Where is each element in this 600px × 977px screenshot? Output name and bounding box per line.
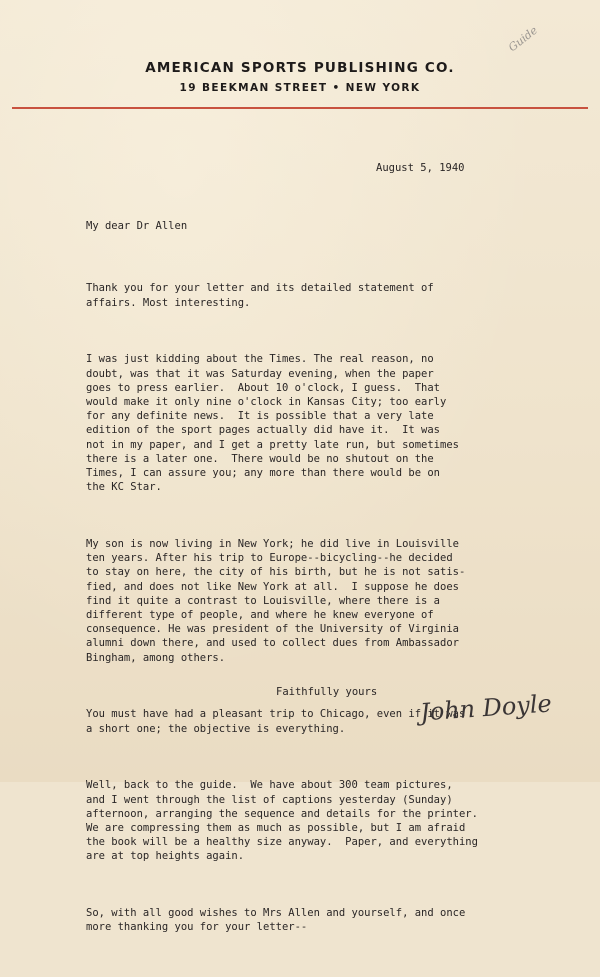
letterhead-company-name: AMERICAN SPORTS PUBLISHING CO. xyxy=(145,60,455,76)
body-paragraph-5: Well, back to the guide. We have about 300 team pictures, and I went through the list of captions yesterday (Sunday) afternoon, arranging the sequence and details for the printer. We are compressing them as much as possible, but I am afraid the book will be a healthy size anyway. Paper, and everything are at top heights again. xyxy=(86,779,478,863)
letter-body xyxy=(86,253,478,977)
body-paragraph-6: So, with all good wishes to Mrs Allen and yourself, and once more thanking you for your letter-- xyxy=(86,907,466,934)
handwritten-margin-note: Guide xyxy=(506,23,540,55)
letter-date: August 5, 1940 xyxy=(376,162,465,174)
closing: Faithfully yours xyxy=(276,686,378,698)
body-paragraph-4: You must have had a pleasant trip to Chicago, even if it was a short one; the objective is everything. xyxy=(86,708,466,735)
handwritten-signature: John Doyle xyxy=(419,689,553,727)
body-paragraph-3: My son is now living in New York; he did live in Louisville ten years. After his trip to Europe--bicycling--he decided to stay on here, the city of his birth, but he is not satis- fied, and does not like New York at all. I suppose he does find it quite a contrast to Louisville, where there is a different type of people, and where he knew everyone of consequence. He was president of the University of Virginia alumni down there, and used to collect dues from Ambassador Bingham, among others. xyxy=(86,538,466,664)
letterhead-address: 19 BEEKMAN STREET • NEW YORK xyxy=(179,82,421,94)
body-paragraph-1: Thank you for your letter and its detailed statement of affairs. Most interesting. xyxy=(86,282,434,309)
salutation: My dear Dr Allen xyxy=(86,220,188,232)
letterhead-rule xyxy=(12,107,588,109)
body-paragraph-2: I was just kidding about the Times. The real reason, no doubt, was that it was Saturday evening, when the paper goes to press earlier. About 10 o'clock, I guess. That would make it only nine o'clock in Kansas City; too early for any definite news. It is possible that a very late edition of the sport pages actually did have it. It was not in my paper, and I get a pretty late run, but sometimes there is a later one. There would be no shutout on the Times, I can assure you; any more than there would be on the KC Star. xyxy=(86,353,459,494)
